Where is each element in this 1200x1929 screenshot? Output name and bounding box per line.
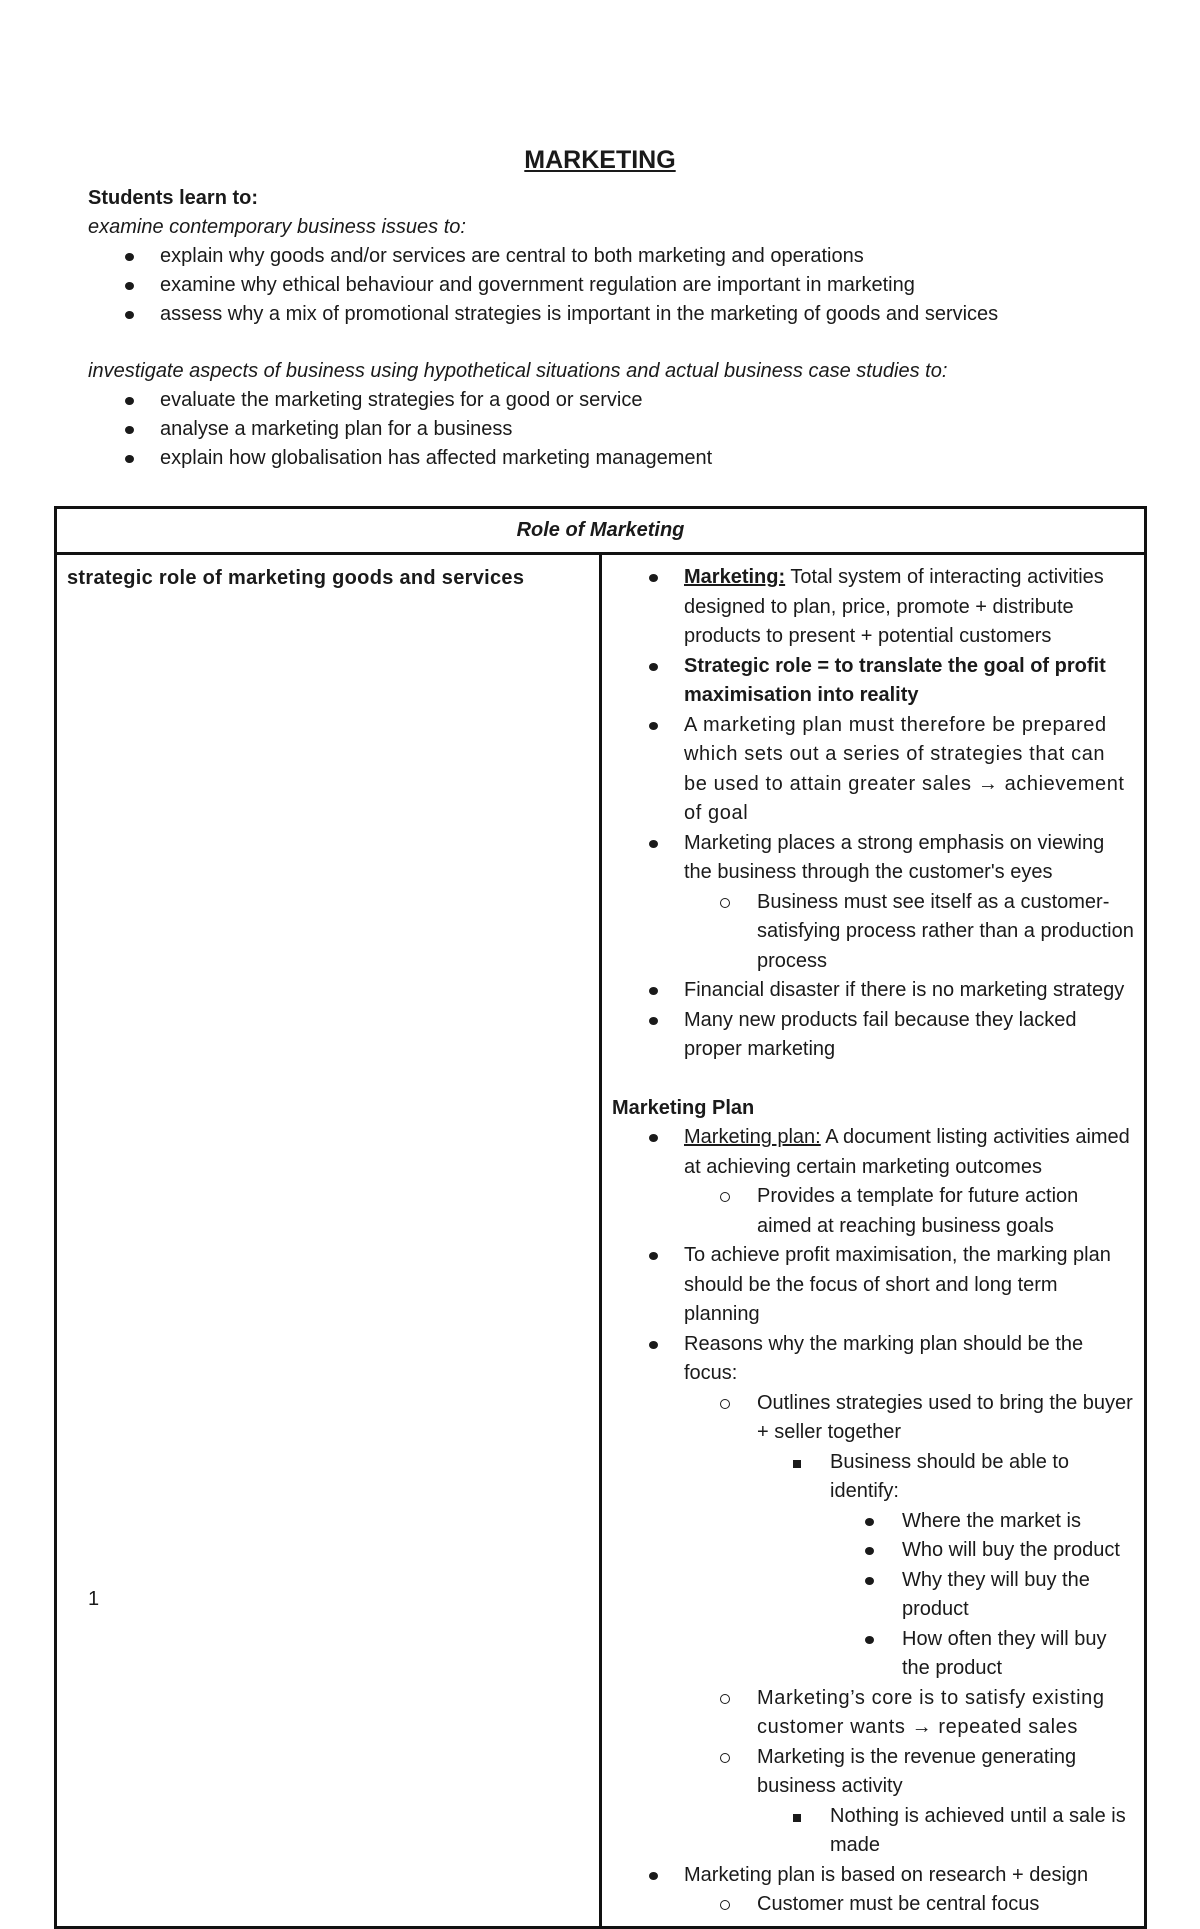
list-item: Marketing is the revenue generating business activity: [612, 1743, 1134, 1802]
table-header: Role of Marketing: [56, 508, 1146, 554]
list-item: Marketing plan is based on research + design: [612, 1861, 1134, 1891]
list-item: explain how globalisation has affected marketing management: [88, 444, 1128, 473]
list-item: How often they will buy the product: [612, 1625, 1134, 1684]
notes-cell: [601, 554, 1146, 1928]
list-item: To achieve profit maximisation, the marking plan should be the focus of short and long term planning: [612, 1241, 1134, 1330]
table-row: [56, 554, 1146, 1928]
outcomes-group1-lead: examine contemporary business issues to:: [88, 216, 466, 238]
list-item: Business should be able to identify:: [612, 1448, 1134, 1507]
outcomes-group2-list: [88, 386, 1128, 473]
list-item: Financial disaster if there is no marketing strategy: [612, 976, 1134, 1006]
list-item: Business must see itself as a customer-satisfying process rather than a production process: [612, 888, 1134, 977]
list-item: A marketing plan must therefore be prepared which sets out a series of strategies that can be used to attain greater sales → achievement of goal: [612, 711, 1134, 829]
list-item: Who will buy the product: [612, 1536, 1134, 1566]
term-marketing-plan: Marketing plan:: [684, 1126, 821, 1148]
list-item: Nothing is achieved until a sale is made: [612, 1802, 1134, 1861]
list-item: Customer must be central focus: [612, 1890, 1134, 1920]
page-number: 1: [88, 1588, 100, 1610]
outcomes-group2-lead: investigate aspects of business using hypothetical situations and actual business case studies to:: [88, 360, 948, 382]
outcomes-heading: Students learn to:: [88, 187, 259, 209]
list-item: examine why ethical behaviour and government regulation are important in marketing: [88, 271, 1128, 300]
outcomes-group1-list: [88, 242, 1128, 329]
list-item: Why they will buy the product: [612, 1566, 1134, 1625]
notes-list: [612, 563, 1134, 1065]
list-item: Strategic role = to translate the goal of profit maximisation into reality: [612, 652, 1134, 711]
list-item: Provides a template for future action aimed at reaching business goals: [612, 1182, 1134, 1241]
list-item: Outlines strategies used to bring the buyer + seller together: [612, 1389, 1134, 1448]
list-item: analyse a marketing plan for a business: [88, 415, 1128, 444]
list-item: Reasons why the marking plan should be the focus:: [612, 1330, 1134, 1389]
list-item: Where the market is: [612, 1507, 1134, 1537]
notes-table: [54, 506, 1147, 1929]
row-label: strategic role of marketing goods and services: [56, 554, 601, 1928]
list-item: Marketing’s core is to satisfy existing customer wants → repeated sales: [612, 1684, 1134, 1743]
list-item: explain why goods and/or services are central to both marketing and operations: [88, 242, 1128, 271]
list-item: Marketing: Total system of interacting activities designed to plan, price, promote + distribute products to present + potential customers: [612, 563, 1134, 652]
list-item: Marketing plan: A document listing activities aimed at achieving certain marketing outcomes: [612, 1123, 1134, 1182]
list-item: Marketing places a strong emphasis on viewing the business through the customer's eyes: [612, 829, 1134, 888]
list-item: evaluate the marketing strategies for a good or service: [88, 386, 1128, 415]
learning-outcomes: [88, 184, 1128, 473]
list-item: assess why a mix of promotional strategies is important in the marketing of goods and services: [88, 300, 1128, 329]
section-heading: Marketing Plan: [612, 1096, 755, 1119]
list-item: Many new products fail because they lacked proper marketing: [612, 1006, 1134, 1065]
page-title: MARKETING: [524, 146, 676, 174]
term-marketing: Marketing:: [684, 566, 786, 588]
plan-list: [612, 1123, 1134, 1920]
